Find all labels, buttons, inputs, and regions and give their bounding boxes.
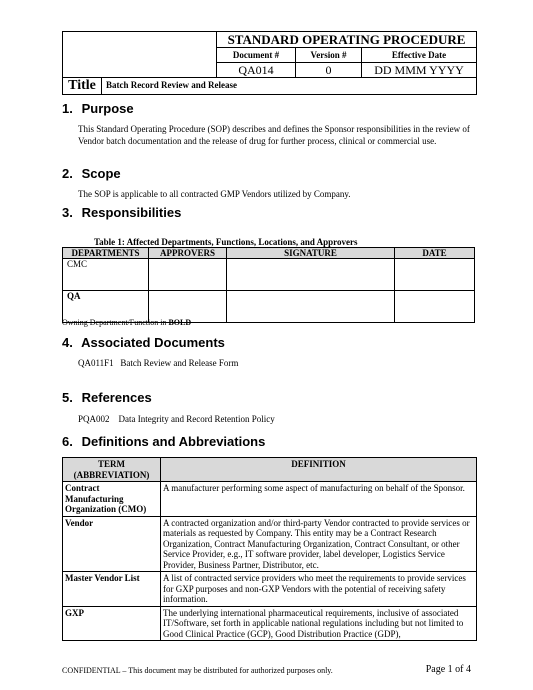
- term-cell: Contract Manufacturing Organization (CMO): [63, 482, 161, 517]
- department-cell: QA: [63, 291, 149, 323]
- table-row: [63, 572, 477, 607]
- confidential-footer: CONFIDENTIAL – This document may be distributed for authorized purposes only.: [62, 666, 333, 675]
- col-date: DATE: [395, 248, 475, 259]
- col-approvers: APPROVERS: [149, 248, 227, 259]
- section-references-heading: 5. References: [62, 390, 152, 405]
- table1-caption: Table 1: Affected Departments, Functions, Locations, and Approvers: [94, 237, 358, 247]
- department-cell: CMC: [63, 259, 149, 291]
- version-value: 0: [296, 63, 362, 78]
- owning-department-note: Owning Department/Function in BOLD: [62, 318, 192, 327]
- document-number-label: Document #: [217, 48, 296, 62]
- associated-doc-entry: QA011F1 Batch Review and Release Form: [78, 358, 239, 368]
- table-row: [63, 516, 477, 572]
- table-row: [63, 482, 477, 517]
- signature-cell: [227, 259, 395, 291]
- version-label: Version #: [296, 48, 362, 62]
- signature-cell: [227, 291, 395, 323]
- col-definition: DEFINITION: [161, 458, 477, 482]
- approver-cell: [149, 259, 227, 291]
- scope-text: The SOP is applicable to all contracted GMP Vendors utilized by Company.: [78, 189, 351, 199]
- definitions-table: [62, 457, 477, 641]
- term-cell: Vendor: [63, 516, 161, 572]
- definition-cell: A manufacturer performing some aspect of manufacturing on behalf of the Sponsor.: [161, 482, 477, 517]
- departments-table: [62, 247, 475, 323]
- effective-date-value: DD MMM YYYY: [374, 63, 464, 77]
- table-row: [63, 606, 477, 641]
- page-number: Page 1 of 4: [425, 664, 471, 675]
- table-row: [63, 259, 475, 291]
- col-departments: DEPARTMENTS: [63, 248, 149, 259]
- logo-area: [63, 32, 217, 77]
- purpose-text: This Standard Operating Procedure (SOP) describes and defines the Sponsor responsibilities in the review of Vendor batch documentation and the release of drug for further process, clinical or commercial use.: [78, 124, 470, 146]
- title-value: Batch Record Review and Release: [106, 80, 237, 90]
- reference-entry: PQA002 Data Integrity and Record Retention Policy: [78, 414, 275, 424]
- sop-header: [62, 31, 477, 95]
- term-cell: Master Vendor List: [63, 572, 161, 607]
- title-label: Title: [63, 78, 102, 94]
- section-definitions-heading: 6. Definitions and Abbreviations: [62, 434, 266, 449]
- section-associated-heading: 4. Associated Documents: [62, 335, 225, 350]
- date-cell: [395, 259, 475, 291]
- section-purpose-heading: 1. Purpose: [62, 101, 134, 116]
- section-scope-heading: 2. Scope: [62, 166, 121, 181]
- section-responsibilities-heading: 3. Responsibilities: [62, 205, 182, 220]
- sop-title: STANDARD OPERATING PROCEDURE: [217, 32, 476, 48]
- document-number-value: QA014: [217, 63, 296, 78]
- col-term: TERM (ABBREVIATION): [63, 458, 161, 482]
- term-cell: GXP: [63, 606, 161, 641]
- effective-date-label: Effective Date: [391, 50, 447, 60]
- date-cell: [395, 291, 475, 323]
- definition-cell: The underlying international pharmaceutical requirements, inclusive of associated IT/Software, set forth in applicable national regulations including but not limited to Good Clinical Practice (GCP), Good Distribution Practice (GDP),: [161, 606, 477, 641]
- definition-cell: A list of contracted service providers who meet the requirements to provide services for GXP purposes and non-GXP Vendors with the potential of receiving safety information.: [161, 572, 477, 607]
- col-signature: SIGNATURE: [227, 248, 395, 259]
- definition-cell: A contracted organization and/or third-party Vendor contracted to provide services or materials as requested by Company. This entity may be a Contract Research Organization, Contract Manufacturing Organization, Contract Consultant, or other Service Provider, e.g., IT software provider, label developer, Logistics Service Provider, Business Partner, Distributor, etc.: [161, 516, 477, 572]
